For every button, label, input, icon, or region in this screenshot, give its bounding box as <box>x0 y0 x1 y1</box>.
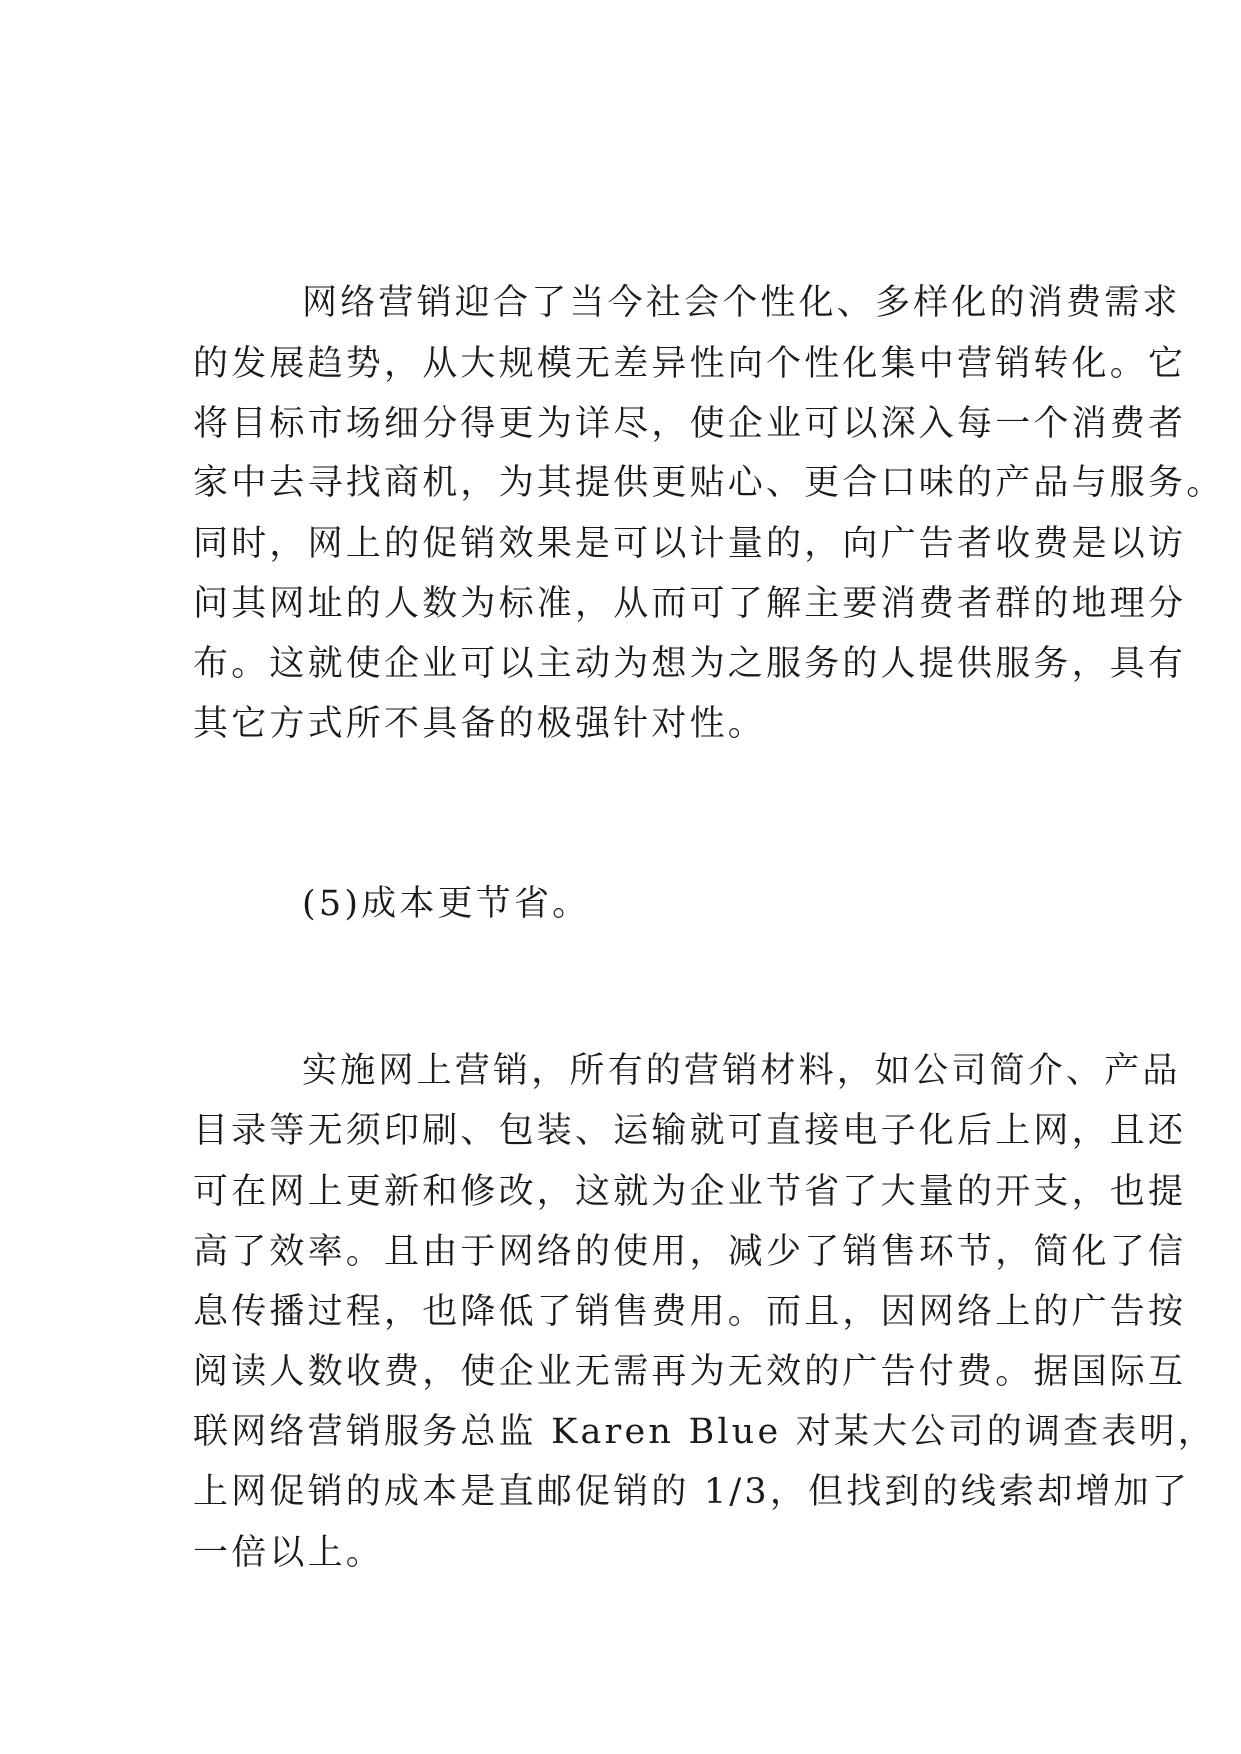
paragraph-line: 息传播过程，也降低了销售费用。而且，因网络上的广告按 <box>193 1292 1187 1332</box>
paragraph-line: 的发展趋势，从大规模无差异性向个性化集中营销转化。它 <box>193 344 1187 384</box>
paragraph-line: 网络营销迎合了当今社会个性化、多样化的消费需求 <box>302 283 1181 323</box>
paragraph-line: 上网促销的成本是直邮促销的 1/3，但找到的线索却增加了 <box>193 1472 1191 1512</box>
paragraph-line: 一倍以上。 <box>193 1533 385 1573</box>
paragraph-line: 高了效率。且由于网络的使用，减少了销售环节，简化了信 <box>193 1232 1187 1272</box>
section-heading: (5)成本更节省。 <box>302 884 591 924</box>
paragraph-line: 可在网上更新和修改，这就为企业节省了大量的开支，也提 <box>193 1172 1187 1212</box>
paragraph-line: 将目标市场细分得更为详尽，使企业可以深入每一个消费者 <box>193 404 1187 444</box>
paragraph-line: 目录等无须印刷、包装、运输就可直接电子化后上网，且还 <box>193 1111 1187 1151</box>
paragraph-line: 布。这就使企业可以主动为想为之服务的人提供服务，具有 <box>193 644 1187 684</box>
paragraph-line: 实施网上营销，所有的营销材料，如公司简介、产品 <box>302 1051 1181 1091</box>
paragraph-line: 联网络营销服务总监 Karen Blue 对某大公司的调查表明， <box>193 1412 1216 1452</box>
paragraph-line: 阅读人数收费，使企业无需再为无效的广告付费。据国际互 <box>193 1352 1187 1392</box>
paragraph-line: 其它方式所不具备的极强针对性。 <box>193 704 767 744</box>
paragraph-line: 家中去寻找商机，为其提供更贴心、更合口味的产品与服务。 <box>193 463 1225 503</box>
paragraph-line: 同时，网上的促销效果是可以计量的，向广告者收费是以访 <box>193 524 1187 564</box>
paragraph-line: 问其网址的人数为标准，从而可了解主要消费者群的地理分 <box>193 584 1187 624</box>
